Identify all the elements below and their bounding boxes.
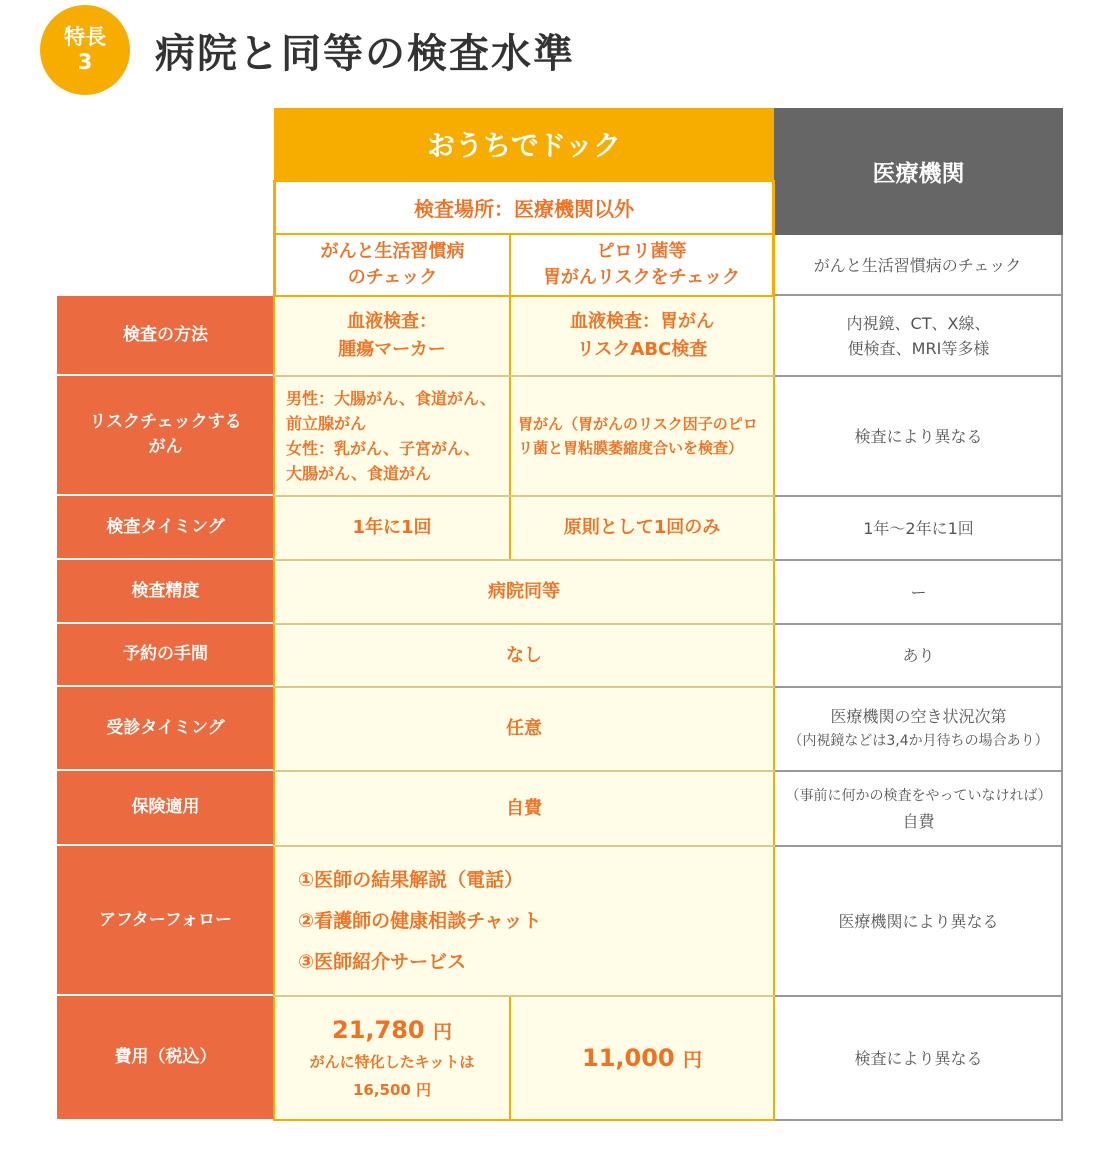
insurance-medical [774, 771, 1063, 846]
method-col1-line2: 腫瘍マーカー [338, 339, 446, 360]
row-label-text: がん [148, 437, 183, 457]
insurance-medical-line1: （事前に何かの検査をやっていなければ） [785, 787, 1052, 804]
cost-col1-note-price: 16,500 円 [352, 1080, 432, 1099]
reservation-medical-text: あり [902, 646, 935, 665]
ouchi-col2-line1: ピロリ菌等 [596, 241, 687, 262]
cost-col2-price: 11,000 [582, 1043, 675, 1072]
method-col2-line2: リスクABC検査 [576, 339, 708, 360]
method-medical-line1: 内視鏡、CT、X線、 [846, 314, 991, 333]
visit-timing-ouchi-text: 任意 [506, 718, 542, 739]
feature-badge [40, 5, 130, 95]
ouchi-dock-header [274, 108, 774, 180]
risk-col2 [510, 376, 774, 496]
cost-col2-price-line [582, 1042, 702, 1076]
ouchi-row-line [273, 375, 775, 377]
ouchi-row-line [273, 686, 775, 688]
ouchi-col-divider-top [509, 235, 511, 560]
ouchi-place-header [274, 180, 774, 235]
risk-col1-line: 男性：大腸がん、食道がん、 [286, 389, 496, 408]
ouchi-col1-header [274, 235, 511, 296]
timing-col1 [274, 496, 510, 560]
timing-medical-text: 1年〜2年に1回 [863, 518, 974, 538]
reservation-ouchi [274, 624, 774, 687]
visit-timing-medical-line2: （内視鏡などは3,4か月待ちの場合あり） [788, 733, 1049, 749]
ouchi-bottom-border [273, 1119, 775, 1121]
medical-row-line [775, 770, 1063, 772]
medical-row-line [775, 559, 1063, 561]
ouchi-col2-header [509, 235, 774, 296]
visit-timing-medical [774, 687, 1063, 771]
visit-timing-ouchi [274, 687, 774, 771]
cost-col1 [274, 996, 510, 1121]
medical-row-line [775, 623, 1063, 625]
medical-sub-text: がんと生活習慣病のチェック [813, 256, 1022, 275]
row-label-follow [57, 846, 274, 996]
ouchi-dock-title: おうちでドック [426, 129, 622, 162]
medical-row-line [775, 686, 1063, 688]
cost-col2 [510, 996, 774, 1121]
cost-col1-price-line [332, 1014, 452, 1048]
follow-item: ③医師紹介サービス [298, 950, 467, 973]
row-label-insurance [57, 771, 274, 846]
medical-sub-header [774, 235, 1063, 296]
timing-medical [774, 496, 1063, 560]
badge-number: 3 [77, 50, 93, 74]
accuracy-medical [774, 560, 1063, 624]
cost-col1-note: がんに特化したキットは [309, 1052, 475, 1071]
cost-medical [774, 996, 1063, 1121]
follow-medical-text: 医療機関により異なる [838, 911, 999, 931]
row-label-timing [57, 496, 274, 560]
row-label-method [57, 296, 274, 376]
risk-col1-line: 女性：乳がん、子宮がん、 [286, 439, 480, 458]
visit-timing-medical-line1: 医療機関の空き状況次第 [830, 707, 1007, 726]
row-label-text: 検査精度 [131, 580, 200, 601]
medical-row-line [775, 845, 1063, 847]
accuracy-ouchi [274, 560, 774, 624]
follow-item: ②看護師の健康相談チャット [298, 909, 542, 932]
row-label-text: 検査タイミング [106, 516, 225, 537]
page-title: 病院と同等の検査水準 [155, 31, 575, 77]
follow-ouchi [274, 846, 774, 996]
method-medical [774, 296, 1063, 376]
row-label-text: アフターフォロー [98, 909, 233, 930]
accuracy-ouchi-text: 病院同等 [488, 581, 560, 602]
risk-col1-line: 前立腺がん [286, 414, 367, 433]
risk-col2-line: 胃がん（胃がんのリスク因子のピロ [518, 415, 758, 433]
badge-label: 特長 [64, 25, 106, 49]
ouchi-left-border [273, 180, 275, 1121]
ouchi-row-line [273, 559, 775, 561]
method-col2-line1: 血液検査：胃がん [570, 311, 714, 332]
ouchi-row-line [273, 845, 775, 847]
row-label-text: 受診タイミング [106, 717, 225, 738]
ouchi-col1-line1: がんと生活習慣病 [320, 241, 465, 262]
medical-right-border [1061, 235, 1063, 1121]
insurance-ouchi-text: 自費 [506, 797, 542, 819]
cost-medical-text: 検査により異なる [854, 1049, 983, 1068]
ouchi-col1-line2: のチェック [347, 267, 438, 288]
ouchi-row-line [273, 770, 775, 772]
row-label-text: リスクチェックする [89, 412, 242, 432]
cost-col1-price: 21,780 [332, 1015, 425, 1044]
follow-item: ①医師の結果解説（電話） [298, 868, 524, 891]
ouchi-place-text: 検査場所：医療機関以外 [414, 197, 634, 221]
method-col1-line1: 血液検査： [347, 311, 437, 332]
row-label-text: 予約の手間 [123, 644, 208, 664]
timing-col1-text: 1年に1回 [352, 517, 432, 538]
insurance-medical-line2: 自費 [902, 811, 935, 831]
ouchi-col2-line2: 胃がんリスクをチェック [542, 267, 741, 288]
ouchi-row-line [273, 295, 775, 297]
row-label-text: 費用（税込） [114, 1047, 217, 1067]
cost-col2-unit: 円 [682, 1048, 702, 1071]
row-label-text: 保険適用 [131, 797, 200, 817]
medical-bottom-border [775, 1119, 1063, 1121]
row-label-risk [57, 376, 274, 496]
method-col2 [510, 296, 774, 376]
ouchi-row-line [273, 995, 775, 997]
row-label-text: 検査の方法 [123, 324, 208, 345]
medical-header [774, 108, 1063, 235]
medical-row-line [775, 375, 1063, 377]
ouchi-row-line [273, 623, 775, 625]
method-col1 [274, 296, 510, 376]
risk-medical-text: 検査により異なる [854, 426, 983, 446]
risk-medical [774, 376, 1063, 496]
follow-medical [774, 846, 1063, 996]
medical-title: 医療機関 [872, 161, 965, 187]
method-medical-line2: 便検査、MRI等多様 [847, 339, 990, 358]
reservation-medical [774, 624, 1063, 687]
row-label-visit-timing [57, 687, 274, 771]
reservation-ouchi-text: なし [506, 644, 542, 666]
ouchi-row-line [273, 495, 775, 497]
row-label-cost [57, 996, 274, 1121]
ouchi-right-border [773, 180, 775, 1121]
timing-col2 [510, 496, 774, 560]
timing-col2-text: 原則として1回のみ [563, 517, 721, 538]
risk-col2-line: リ菌と胃粘膜萎縮度合いを検査） [518, 439, 744, 457]
risk-col1-line: 大腸がん、食道がん [286, 464, 431, 483]
insurance-ouchi [274, 771, 774, 846]
medical-row-line [775, 495, 1063, 497]
cost-col1-unit: 円 [432, 1020, 452, 1043]
accuracy-medical-text: ー [910, 582, 927, 602]
row-label-reservation [57, 624, 274, 687]
medical-row-line [775, 995, 1063, 997]
risk-col1 [274, 376, 510, 496]
ouchi-col-divider-bottom [509, 996, 511, 1121]
row-label-accuracy [57, 560, 274, 624]
